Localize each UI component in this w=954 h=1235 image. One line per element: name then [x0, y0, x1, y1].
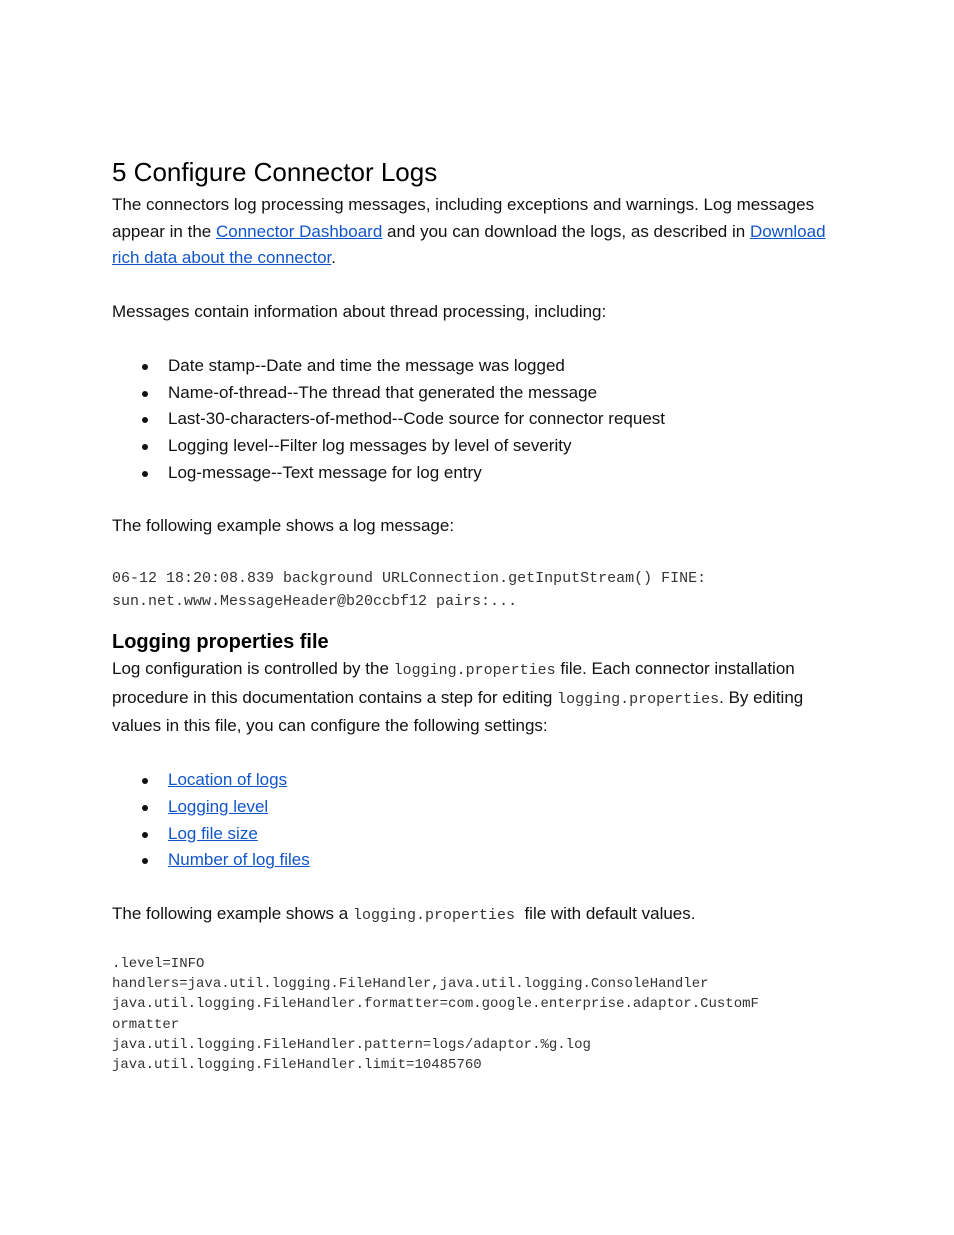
- code-line: java.util.logging.FileHandler.pattern=logs/adaptor.%g.log: [112, 1036, 591, 1053]
- logging-properties-paragraph: Log configuration is controlled by the logging.properties file. Each connector installation procedure in this documentation contains a step for editing logging.properties. By editing values in this file, you can configure the following settings:: [112, 659, 804, 736]
- bullet-icon: [142, 444, 148, 450]
- bullet-icon: [142, 364, 148, 370]
- logging-level-link[interactable]: Logging level: [168, 796, 269, 816]
- bullet-icon: [142, 391, 148, 397]
- intro-paragraph: [112, 192, 842, 272]
- list-item: Date stamp--Date and time the message was logged: [112, 353, 842, 380]
- messages-intro: Messages contain information about thread processing, including:: [112, 302, 607, 322]
- inline-code: logging.properties: [352, 906, 515, 924]
- intro-text-1: The connectors log processing messages, including exceptions and warnings. Log messages appear in the: [112, 195, 815, 241]
- example-intro: The following example shows a log message:: [112, 516, 455, 536]
- settings-links-list: [112, 767, 842, 874]
- list-item: Name-of-thread--The thread that generated the message: [112, 380, 842, 407]
- list-item: Logging level--Filter log messages by level of severity: [112, 433, 842, 460]
- list-item: Last-30-characters-of-method--Code source for connector request: [112, 406, 842, 433]
- connector-dashboard-link[interactable]: Connector Dashboard: [215, 221, 383, 241]
- section-title: 5 Configure Connector Logs: [112, 157, 438, 187]
- document-page: [112, 154, 842, 1075]
- intro-text-3: .: [331, 248, 336, 268]
- bullet-icon: [142, 417, 148, 423]
- logging-properties-example: [112, 954, 842, 1076]
- code-line: java.util.logging.FileHandler.limit=10485760: [112, 1057, 482, 1074]
- list-item: [112, 821, 842, 848]
- download-rich-data-link[interactable]: Download rich data about the connector: [112, 221, 826, 268]
- bullet-icon: [142, 471, 148, 477]
- list-item: [112, 794, 842, 821]
- subsection-title: Logging properties file: [112, 631, 329, 654]
- list-item: [112, 767, 842, 794]
- list-item: [112, 847, 842, 874]
- code-line: .level=INFO: [112, 955, 205, 972]
- inline-code: logging.properties: [393, 662, 556, 680]
- bullet-icon: [142, 805, 148, 811]
- bullet-icon: [142, 832, 148, 838]
- location-of-logs-link[interactable]: Location of logs: [168, 770, 288, 790]
- bullet-icon: [142, 858, 148, 864]
- code-line: sun.net.www.MessageHeader@b20ccbf12 pairs:...: [112, 592, 518, 610]
- code-line: ormatter: [112, 1016, 180, 1033]
- number-of-log-files-link[interactable]: Number of log files: [168, 850, 310, 870]
- code-line: 06-12 18:20:08.839 background URLConnection.getInputStream() FINE:: [112, 570, 707, 588]
- message-fields-list: [112, 353, 842, 487]
- inline-code: logging.properties: [557, 690, 720, 708]
- log-file-size-link[interactable]: Log file size: [168, 823, 258, 843]
- code-line: java.util.logging.FileHandler.formatter=com.google.enterprise.adaptor.CustomF: [112, 996, 759, 1013]
- code-line: handlers=java.util.logging.FileHandler,java.util.logging.ConsoleHandler: [112, 975, 709, 992]
- bullet-icon: [142, 778, 148, 784]
- list-item: Log-message--Text message for log entry: [112, 460, 842, 487]
- intro-text-2: and you can download the logs, as described in: [382, 221, 750, 241]
- log-message-example: [112, 568, 842, 613]
- defaults-intro: The following example shows a logging.properties file with default values.: [112, 903, 696, 924]
